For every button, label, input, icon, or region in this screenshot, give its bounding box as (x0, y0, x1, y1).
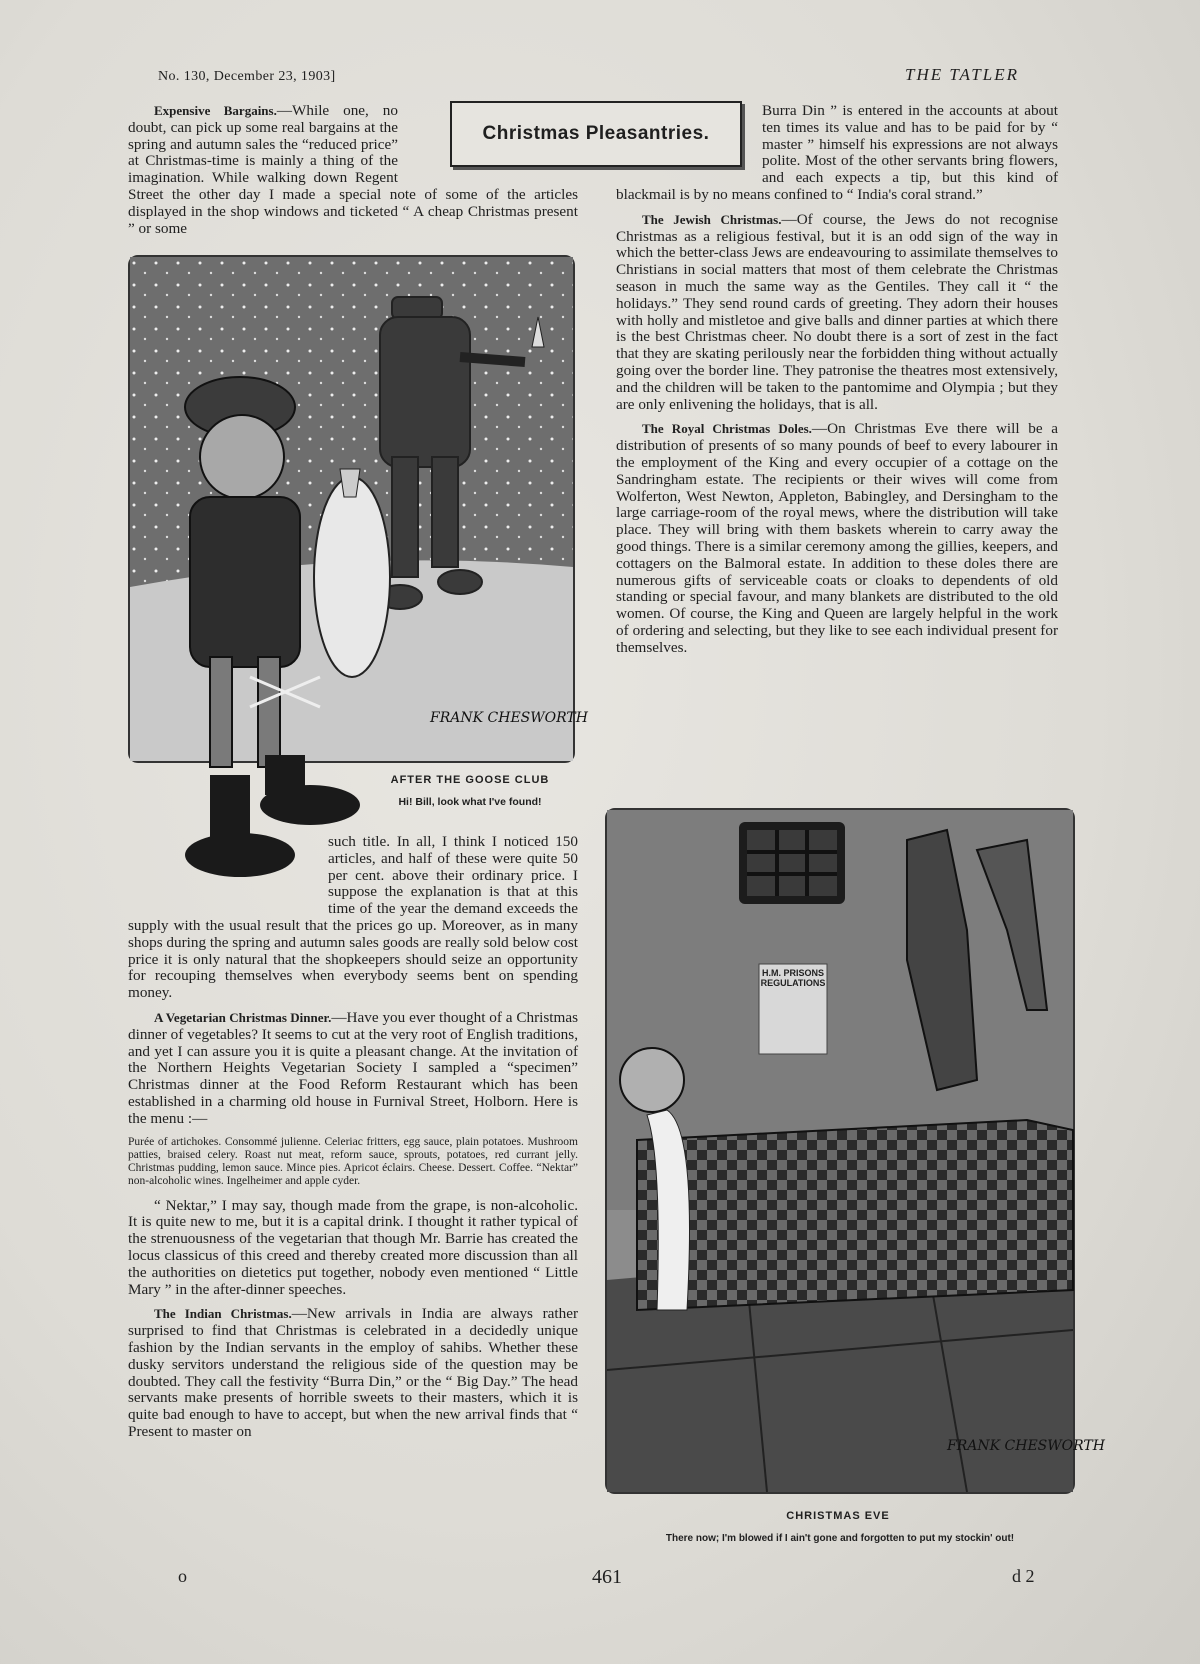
christmas-eve-drawing (607, 810, 1105, 1492)
prisoner-face (620, 1048, 684, 1112)
title-box-spacer (398, 103, 578, 173)
text-bargains-cont: such title. In all, I think I noticed 150 articles, and half of these were quite 50 per cent. above their ordinary price. I suppose the explanation is that at this time of the year the demand exceeds the supply with the usual result that the prices go up. Moreover, as in many shops during the spring and autumn sales goods are really sold below cost price it is only natural that the shopkeepers should seize an opportunity for recouping themselves when everybody seems bent on spending money. (128, 833, 578, 1002)
prison-regulations-sign: H.M. PRISONS REGULATIONS (760, 968, 826, 988)
masthead-header: THE TATLER (905, 65, 1019, 84)
heading-vegetarian-dinner: A Vegetarian Christmas Dinner. (154, 1009, 332, 1025)
subcaption-goose-club: Hi! Bill, look what I've found! (398, 796, 542, 808)
heading-jewish-christmas: The Jewish Christmas. (642, 211, 782, 227)
boots-spacer (128, 834, 328, 902)
vegetarian-menu: Purée of artichokes. Consommé julienne. Celeriac fritters, egg sauce, plain potatoes. Mushroom patties, braised celery. Roast nut meat, reform sauce, sprouts, potatoes, red currant jelly. Christmas pudding, lemon sauce. Mince pies. Apricot éclairs. Cheese. Dessert. Coffee. “Nektar” non-alcoholic wines. Ingelheimer and apple cyder. (128, 1135, 578, 1187)
article-title: Christmas Pleasantries. (482, 123, 710, 144)
caption-christmas-eve: CHRISTMAS EVE (786, 1510, 890, 1522)
heading-royal-doles: The Royal Christmas Doles. (642, 421, 812, 437)
heading-indian-christmas: The Indian Christmas. (154, 1306, 292, 1322)
text-expensive-bargains: —While one, no doubt, can pick up some real bargains at the spring and autumn sales the “reduced price” at Christmas-time is mainly a thing of the imagination. While walking down Regent Street the other day I made a special note of some of the articles displayed in the shop windows and ticketed “ A cheap Christmas present ” or some (128, 102, 578, 237)
col2-body (616, 103, 1058, 665)
page-number: 461 (592, 1566, 622, 1588)
bed-blanket (637, 1120, 1073, 1310)
footer-left: o (178, 1566, 187, 1586)
illustration-christmas-eve (605, 808, 1105, 1494)
footer-right: d 2 (1012, 1566, 1035, 1586)
text-vegetarian-dinner: —Have you ever thought of a Christmas dinner of vegetables? It seems to cut at the very root of English traditions, and yet I can assure you it is quite a pleasant change. At the invitation of the Northern Heights Vegetarian Society I sampled a “specimen” Christmas dinner at the Food Reform Restaurant which has been established in a charming old house in Furnival Street, Holborn. Here is the menu :— (128, 1008, 578, 1127)
subcaption-christmas-eve: There now; I'm blowed if I ain't gone and forgotten to put my stockin' out! (665, 1533, 1015, 1544)
artist-signature-2: FRANK CHESWORTH (947, 1438, 1105, 1454)
text-burra-din: Burra Din ” is entered in the accounts at about ten times its value and has to be paid for by “ master ” himself his expressions are not always polite. Most of the other servants bring flowers, and each expects a tip, but this kind of blackmail is by no means confined to “ India's coral strand.” (616, 102, 1058, 203)
goose-club-drawing (130, 257, 588, 761)
goose-icon (314, 477, 390, 677)
illustration-goose-club (128, 255, 588, 763)
col1-body (128, 834, 578, 1449)
title-box-spacer-2 (616, 103, 762, 173)
text-nektar: “ Nektar,” I may say, though made from the grape, is non-alcoholic. It is quite new to me, but it is a capital drink. I thought it rather typical of the strenuousness of the vegetarian that though Mr. Barrie has created the locus classicus of this creed and thereby created more discussion than all the authorities on dietetics put together, nobody even mentioned “ Little Mary ” in the after-dinner speeches. (128, 1196, 578, 1298)
col1-top (128, 103, 578, 237)
barred-window-icon (739, 822, 845, 904)
text-jewish-christmas: —Of course, the Jews do not recognise Christmas as a religious festival, but it is an odd sign of the way in which the better-class Jews are endeavouring to assimilate themselves to Christians in social matters that most of them celebrate the Christmas season in much the same way as the Gentiles. They call it “ the holidays.” They send round cards of greeting. They adorn their houses with holly and mistletoe and give balls and dinner parties at which there is the best Christmas cheer. No doubt there is a sort of zest in the fact that they are skating perilously near the forbidden thing without actually going over the border line. They patronise the theatres most extensively, and the children will be taken to the pantomime and Olympia ; but they are only enlivening the holidays, that is all. (616, 210, 1058, 413)
text-royal-doles: —On Christmas Eve there will be a distribution of presents of so many pounds of beef to every labourer in the employment of the King and every occupier of a cottage on the Sandringham estate. The recipients or their wives will come from Wolferton, West Newton, Appleton, Babingley, and Dersingham to the large carriage-room of the royal mews, where the distribution will take place. They will bring with them baskets wherein to carry away the good things. There is a similar ceremony among the gillies, keepers, and cottagers on the Balmoral estate. In addition to these doles there are numerous gifts of serviceable coats or cloaks to dependents of old standing or special favour, and many blankets are distributed to the old women. Of course, the King and Queen are largely helpful in the work of ordering and selecting, but they like to see each individual present for themselves. (616, 420, 1058, 656)
caption-goose-club: AFTER THE GOOSE CLUB (390, 774, 550, 786)
heading-expensive-bargains: Expensive Bargains. (154, 103, 277, 118)
issue-date-header: No. 130, December 23, 1903] (158, 69, 336, 84)
text-indian-christmas: —New arrivals in India are always rather surprised to find that Christmas is celebrated in a decidedly unique fashion by the Indian servants in the employ of sahibs. Whether these dusky servitors understand the religious side of the question may be doubted. They call the festivity “Burra Din,” or the “ Big Day.” The head servants make presents of horrible sweets to their masters, which it is quite bad enough to have to accept, but when the new arrival finds that “ Present to master on (128, 1305, 579, 1440)
artist-signature-1: FRANK CHESWORTH (430, 710, 588, 726)
